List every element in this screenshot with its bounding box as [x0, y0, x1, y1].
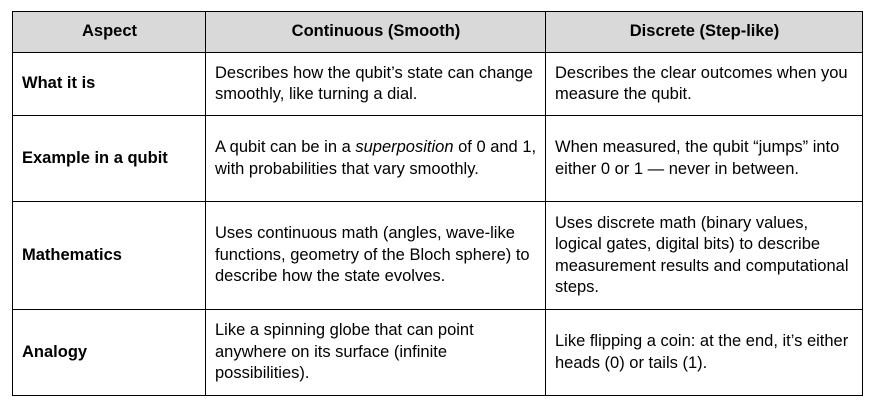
row-label-analogy: Analogy: [13, 310, 206, 396]
cell-discrete: Like flipping a coin: at the end, it’s either heads (0) or tails (1).: [546, 310, 863, 396]
header-row: [13, 12, 863, 53]
row-label-mathematics: Mathematics: [13, 202, 206, 310]
cell-discrete: Describes the clear outcomes when you measure the qubit.: [546, 53, 863, 116]
table-header: [13, 12, 863, 53]
cell-discrete: When measured, the qubit “jumps” into either 0 or 1 — never in between.: [546, 116, 863, 202]
cell-text: of 0 and 1, with probabilities that vary smoothly.: [215, 138, 537, 178]
comparison-table: [12, 11, 863, 396]
cell-continuous: Uses continuous math (angles, wave-like functions, geometry of the Bloch sphere) to describe how the state evolves.: [206, 202, 546, 310]
table-row: [13, 310, 863, 396]
header-continuous: Continuous (Smooth): [206, 12, 546, 53]
table-row: [13, 202, 863, 310]
table-row: [13, 53, 863, 116]
cell-discrete: Uses discrete math (binary values, logical gates, digital bits) to describe measurement results and computational steps.: [546, 202, 863, 310]
cell-continuous: Like a spinning globe that can point anywhere on its surface (infinite possibilities).: [206, 310, 546, 396]
header-discrete: Discrete (Step-like): [546, 12, 863, 53]
table-body: [13, 53, 863, 396]
cell-text: A qubit can be in a: [215, 138, 356, 156]
table-row: [13, 116, 863, 202]
emphasis-text: superposition: [355, 138, 454, 156]
header-aspect: Aspect: [13, 12, 206, 53]
row-label-example: Example in a qubit: [13, 116, 206, 202]
row-label-what-it-is: What it is: [13, 53, 206, 116]
cell-continuous: [206, 116, 546, 202]
cell-continuous: Describes how the qubit’s state can change smoothly, like turning a dial.: [206, 53, 546, 116]
